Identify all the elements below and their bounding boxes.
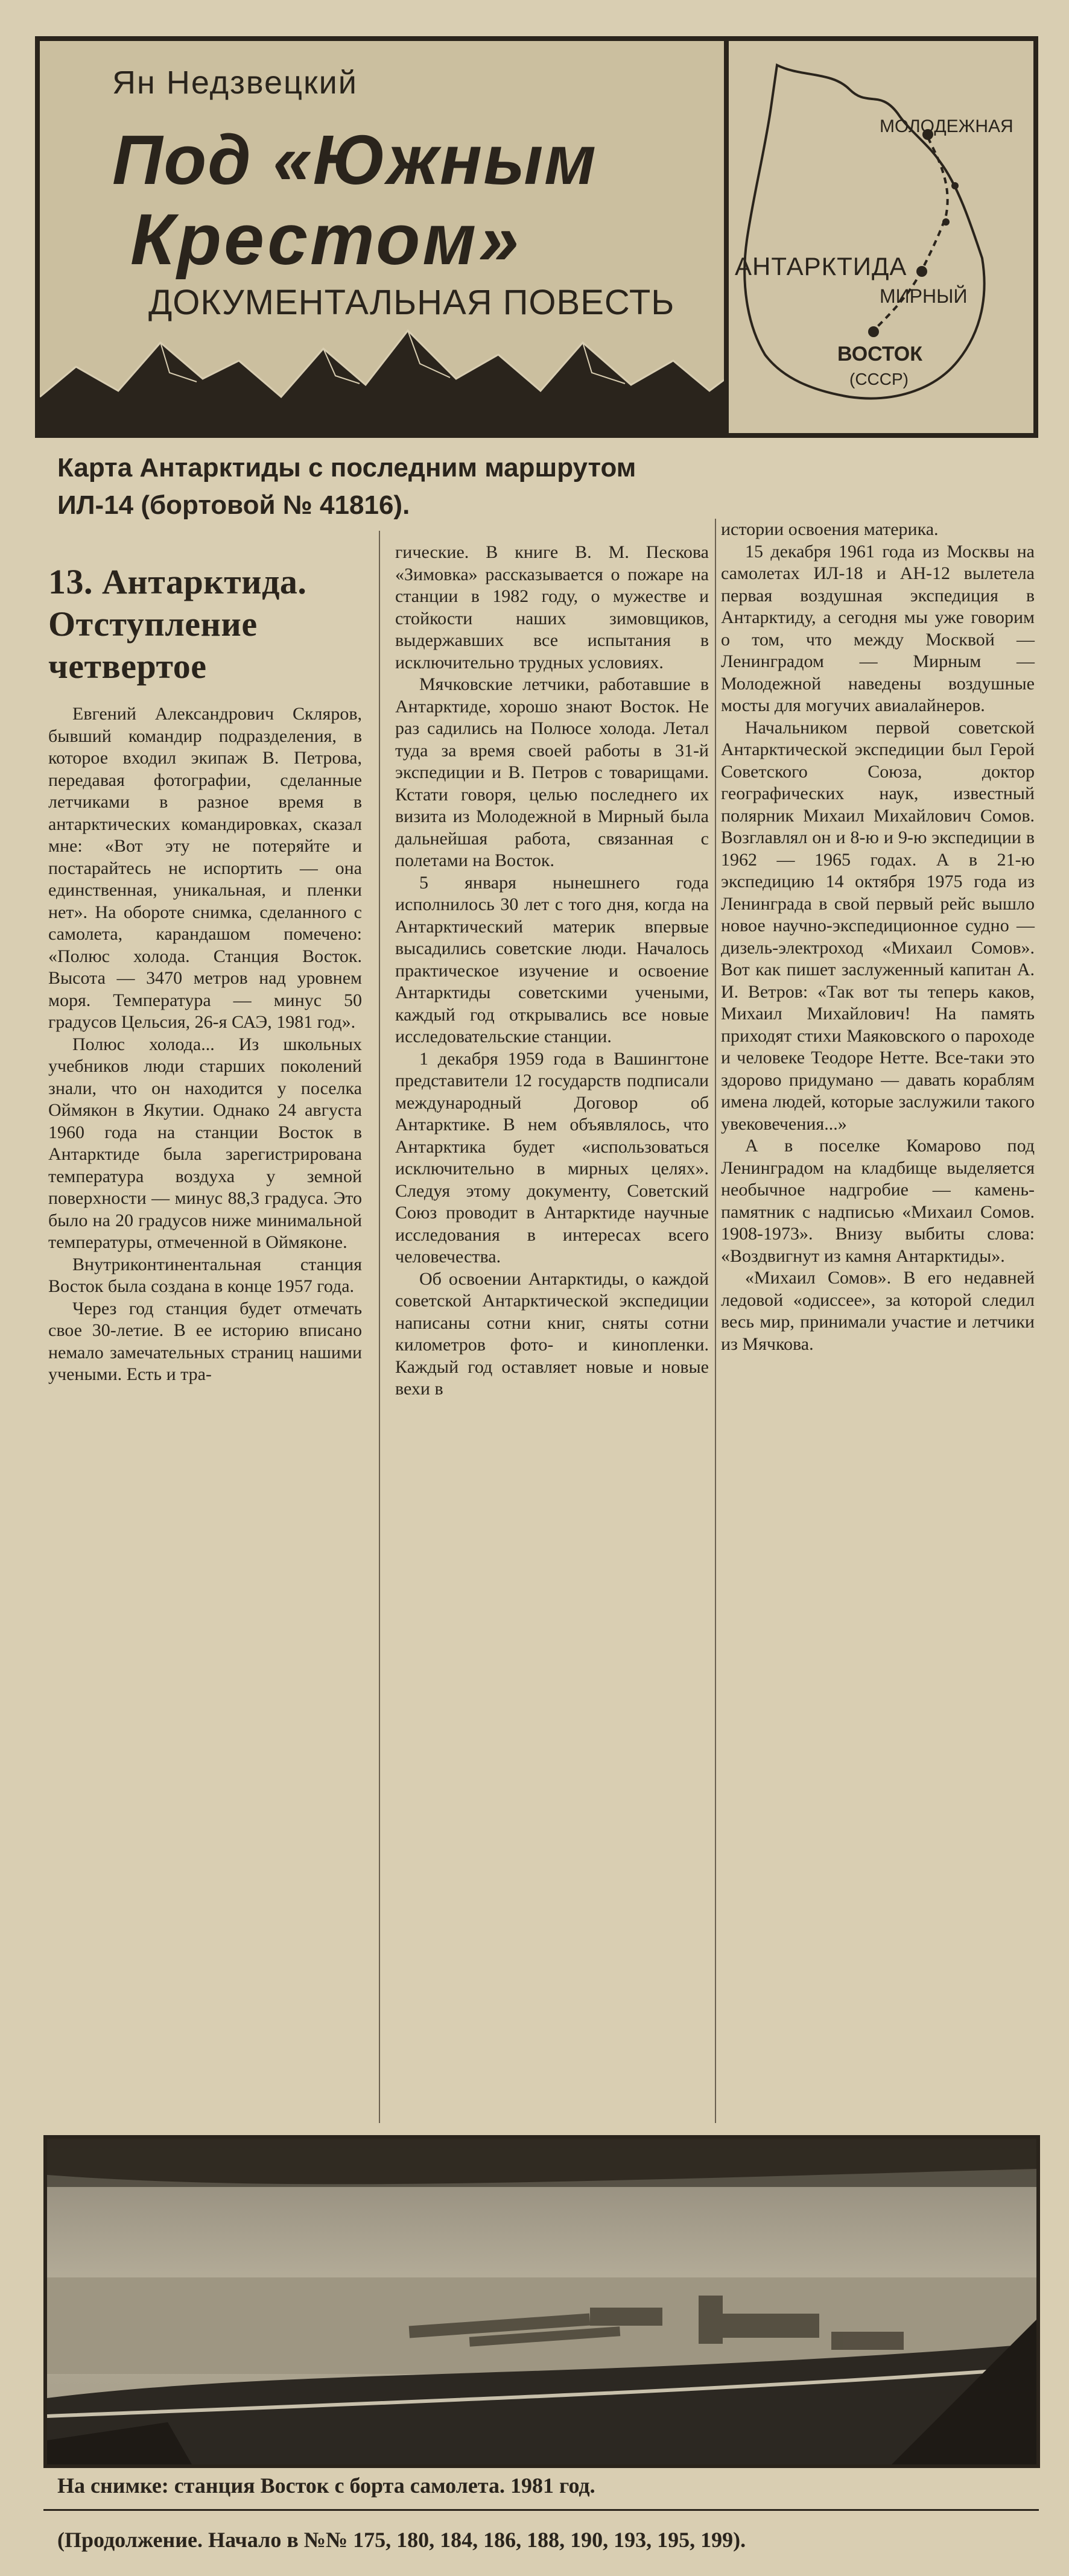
paragraph: Евгений Александрович Скляров, бывший командир подразделения, в которое входил экипаж В. Петрова, передавая фотографии, сделанные летчиками в разное время в антарктических командировках, сказал мне: «Вот эту не потеряйте и постарайтесь не испортить — она единственная, уникальная, и пленки нет». На обороте снимка, сделанного с самолета, карандашом помечено: «Полюс холода. Станция Восток. Высота — 3470 метров над уровнем моря. Температура — минус 50 градусов Цельсия, 26-я САЭ, 1981 год». — [48, 704, 362, 1032]
title-line-1: Под «Южным — [112, 121, 597, 199]
footer-divider — [43, 2509, 1039, 2511]
antarctica-map — [724, 36, 1038, 438]
subtitle: ДОКУМЕНТАЛЬНАЯ ПОВЕСТЬ — [148, 283, 675, 322]
paragraph: истории освоения материка. — [721, 519, 939, 539]
author-name: Ян Недзвецкий — [112, 65, 358, 101]
column-divider — [715, 519, 716, 2123]
paragraph: Об освоении Антарктиды, о каждой советской Антарктической экспедиции написаны сотни книг, сняты сотни километров фото- и кинопленки. Каждый год оставляет новые и новые вехи в — [395, 1268, 709, 1399]
title-line-2: Крестом» — [130, 199, 521, 280]
paragraph: 1 декабря 1959 года в Вашингтоне представители 12 государств подписали международный Договор об Антарктике. В нем объявлялось, что Антарктика будет «использоваться исключительно в мирных целях». Следуя этому документу, Советский Союз проводит в Антарктиде научные исследования в интересах всего человечества. — [395, 1048, 709, 1267]
chapter-heading: 13. Антарктида. Отступление четвертое — [48, 562, 307, 686]
mountains-illustration — [40, 306, 734, 433]
paragraph: Через год станция будет отмечать свое 30-летие. В ее историю вписано немало замечательных страниц нашими учеными. Есть и тра- — [48, 1298, 362, 1384]
paragraph: Начальником первой советской Антарктической экспедиции был Герой Советского Союза, доктор географических наук, известный полярник Михаил Михайлович Сомов. Возглавлял он и 8-ю и 9-ю экспедиции в 1962 — 1965 годах. А в 21-ю экспедицию 14 октября 1975 года из Ленинграда в свой первый рейс вышло новое научно-экспедиционное судно — дизель-электроход «Михаил Сомов». Вот как пишет заслуженный капитан А. И. Ветров: «Так вот ты теперь каков, Михаил Михайлович! На память приходят стихи Маяковского о пароходе и человеке Теодоре Нетте. Все-таки это здорово придумано — давать кораблям имена людей, которые заслужили такого увековечения...» — [721, 717, 1035, 1134]
map-label-mirny: МИРНЫЙ — [880, 285, 968, 307]
paragraph: «Михаил Сомов». В его недавней ледовой «одиссее», за которой следил весь мир, принимали участие и летчики из Мячкова. — [721, 1268, 1035, 1354]
photo-vostok-station — [43, 2135, 1040, 2468]
map-label-vostok: ВОСТОК — [837, 343, 922, 366]
paragraph: Мячковские летчики, работавшие в Антарктиде, хорошо знают Восток. Не раз садились на Полюсе холода. Летал туда за время своей работы в 31-й экспедиции и В. Петров с товарищами. Кстати говоря, целью последнего их визита из Молодежной в Мирный была дальнейшая работа, связанная с полетами на Восток. — [395, 674, 709, 870]
column-3 — [721, 519, 1035, 1355]
title-header — [35, 36, 738, 438]
paragraph: 5 января нынешнего года исполнилось 30 лет с того дня, когда на Антарктический материк впервые высадились советские люди. Началось практическое изучение и освоение Антарктиды советскими учеными, каждый год открывались все новые исследовательские станции. — [395, 872, 709, 1046]
column-2 — [395, 542, 709, 1400]
map-label-antarctica: АНТАРКТИДА — [735, 252, 907, 280]
paragraph: 15 декабря 1961 года из Москвы на самолетах ИЛ-18 и АН-12 вылетела первая воздушная экспедиция в Антарктиду, а сегодня мы уже говорим о том, что между Москвой — Ленинградом — Мирным — Молодежной наведены воздушные мосты для могучих авиалайнеров. — [721, 541, 1035, 715]
paragraph: гические. В книге В. М. Пескова «Зимовка» рассказывается о пожаре на станции в 1982 году, о мужестве и стойкости наших зимовщиков, выдержавших все испытания в исключительно трудных условиях. — [395, 542, 709, 672]
paragraph: Внутриконтинентальная станция Восток была создана в конце 1957 года. — [48, 1254, 362, 1296]
map-label-molodezhnaya: МОЛОДЕЖНАЯ — [880, 116, 1013, 136]
photo-caption: На снимке: станция Восток с борта самолета. 1981 год. — [57, 2473, 595, 2498]
continuation-note: (Продолжение. Начало в №№ 175, 180, 184, 186, 188, 190, 193, 195, 199). — [57, 2528, 746, 2552]
map-caption: Карта Антарктиды с последним маршрутом ИЛ-14 (бортовой № 41816). — [57, 453, 636, 520]
map-label-ussr: (СССР) — [849, 370, 909, 388]
aerial-photo — [47, 2139, 1036, 2464]
paragraph: Полюс холода... Из школьных учебников люди старших поколений знали, что он находится у поселка Оймякон в Якутии. Однако 24 августа 1960 года на станции Восток в Антарктиде была зарегистрирована температура воздуха у земной поверхности — минус 88,3 градуса. Это было на 20 градусов ниже минимальной температуры, отмеченной в Оймяконе. — [48, 1034, 362, 1252]
column-divider — [379, 531, 380, 2123]
paragraph: А в поселке Комарово под Ленинградом на кладбище выделяется необычное надгробие — камень-памятник с надписью «Михаил Сомов. 1908-1973». Внизу выбиты слова: «Воздвигнут из камня Антарктиды». — [721, 1136, 1035, 1266]
column-1 — [48, 537, 362, 1386]
